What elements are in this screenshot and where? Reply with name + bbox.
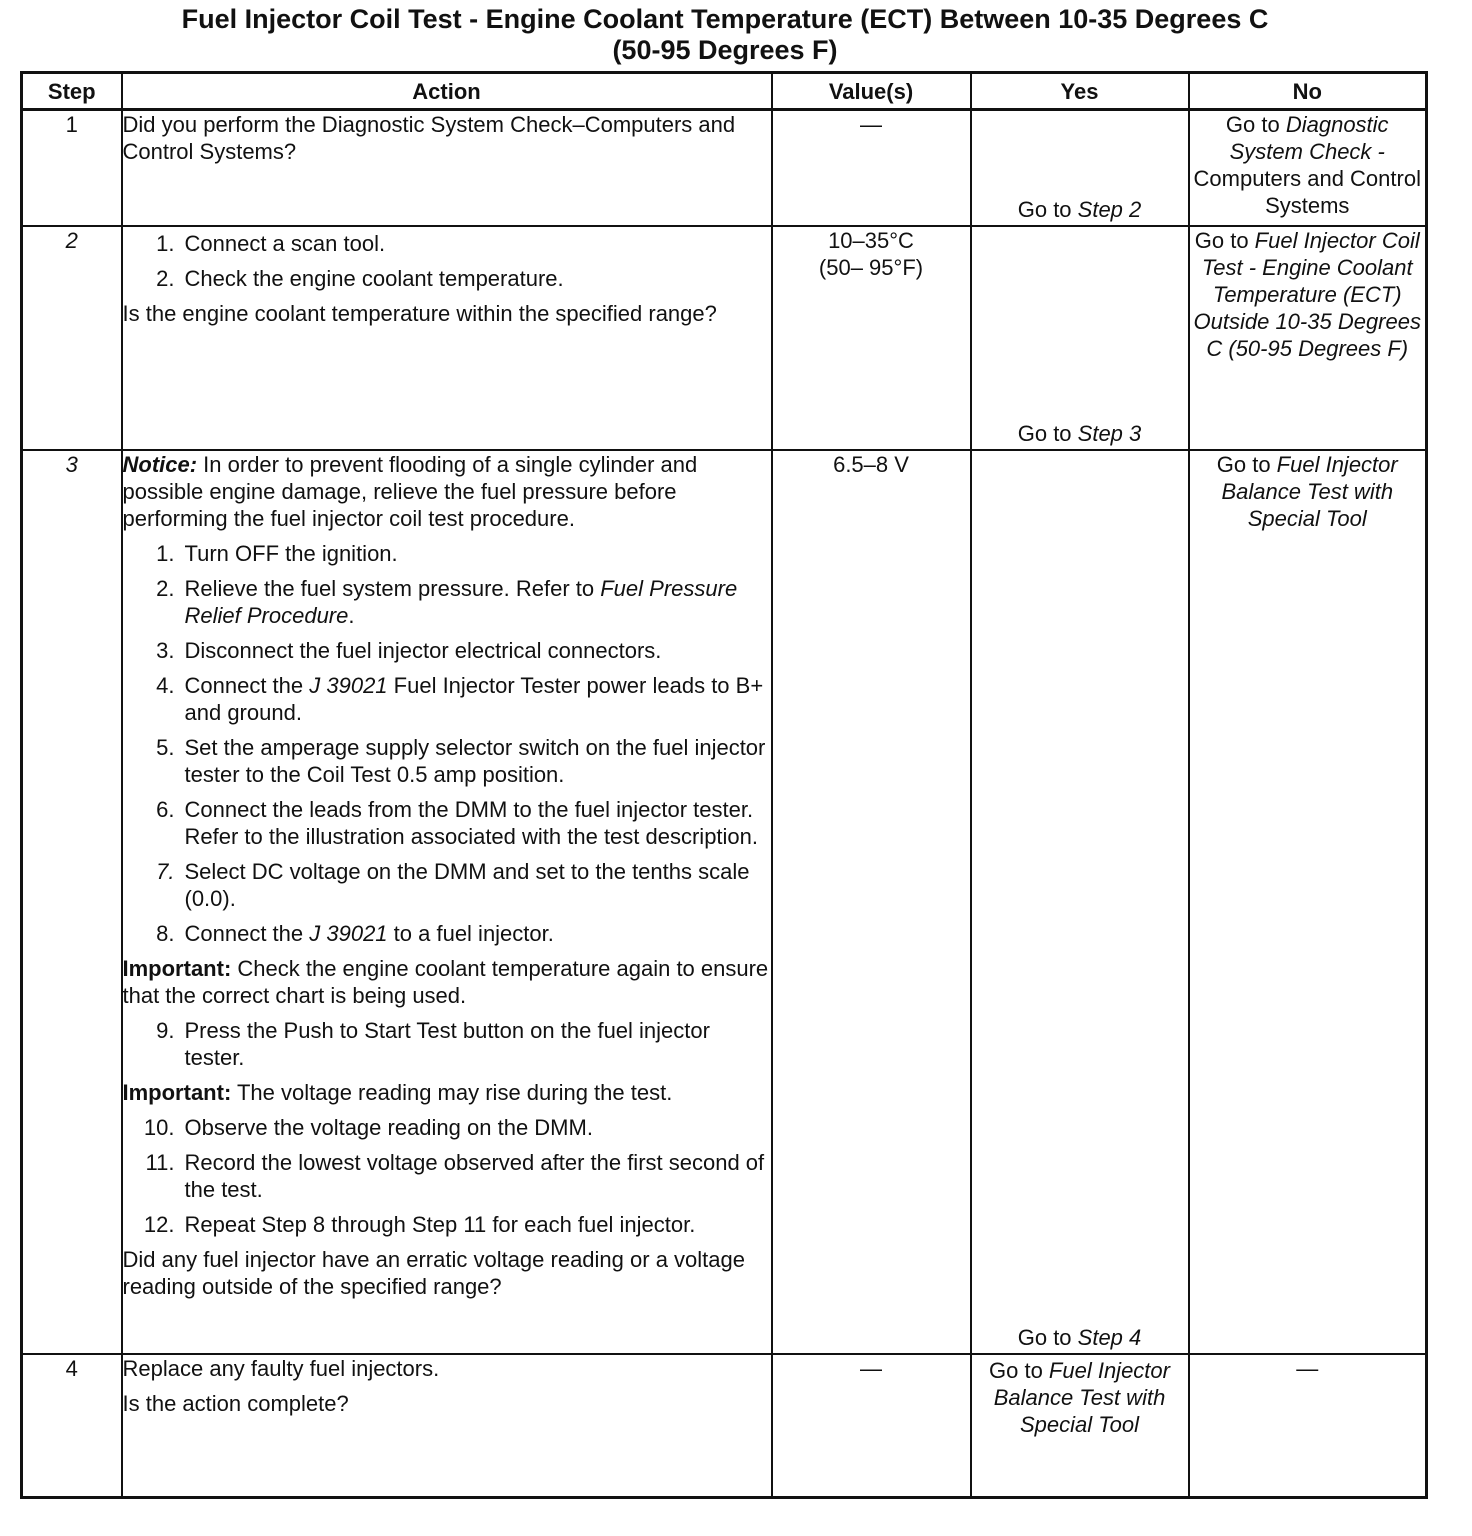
action-question: Did any fuel injector have an erratic voltage reading or a voltage reading outside of the specified range? — [122, 1247, 745, 1299]
title-line-2: (50-95 Degrees F) — [612, 35, 838, 65]
goto-suffix: Computers and Control Systems — [1193, 166, 1421, 218]
notice-text: In order to prevent flooding of a single cylinder and possible engine damage, relieve the fuel pressure before performing the fuel injector coil test procedure. — [122, 452, 698, 531]
goto-balance-test-link[interactable]: Fuel Injector Balance Test with Special Tool — [1221, 452, 1398, 531]
goto-prefix: Go to — [1017, 197, 1078, 222]
goto-prefix: Go to — [1017, 421, 1078, 446]
goto-prefix: Go to — [1017, 1325, 1078, 1350]
yes-goto — [972, 1355, 1188, 1438]
item-number: 4. — [156, 673, 175, 698]
value-celsius: 10–35°C — [828, 228, 914, 253]
yes-cell — [971, 110, 1189, 227]
important-text: The voltage reading may rise during the test. — [231, 1080, 673, 1105]
action-question: Did you perform the Diagnostic System Check–Computers and Control Systems? — [122, 112, 736, 164]
item-text — [185, 672, 771, 726]
yes-goto — [972, 420, 1188, 447]
procedure-list — [123, 1017, 771, 1071]
yes-cell — [971, 1354, 1189, 1498]
page-title — [20, 4, 1430, 66]
item-text: Connect the leads from the DMM to the fuel injector tester. Refer to the illustration associated with the test description. — [184, 797, 759, 849]
table-header-row — [22, 73, 1427, 110]
action-question: Is the action complete? — [122, 1391, 349, 1416]
action-cell — [122, 110, 772, 227]
list-item — [123, 540, 771, 567]
item-number: 2. — [156, 576, 175, 601]
notice-paragraph — [123, 451, 771, 532]
item-number: 6. — [156, 797, 175, 822]
list-item — [123, 1211, 771, 1238]
list-item — [123, 1017, 771, 1071]
list-item — [123, 230, 771, 257]
goto-prefix: Go to — [989, 1358, 1049, 1383]
notice-label: Notice: — [122, 452, 198, 477]
title-line-1: Fuel Injector Coil Test - Engine Coolant Temperature (ECT) Between 10-35 Degrees C — [181, 4, 1269, 34]
step-number: 4 — [22, 1354, 122, 1498]
item-text: Disconnect the fuel injector electrical connectors. — [184, 638, 662, 663]
diagnostic-table — [20, 71, 1428, 1499]
item-number: 1. — [156, 541, 175, 566]
list-item — [123, 637, 771, 664]
list-item — [123, 858, 771, 912]
list-item — [123, 1114, 771, 1141]
item-text-part: Fuel Injector Tester power leads to B+ and ground. — [184, 673, 764, 725]
table-row-step-4 — [22, 1354, 1427, 1498]
list-item — [123, 1149, 771, 1203]
item-text: Set the amperage supply selector switch on the fuel injector tester to the Coil Test 0.5 amp position. — [184, 735, 766, 787]
item-text-part: Connect the — [184, 921, 310, 946]
item-number: 2. — [156, 266, 175, 291]
action-cell — [122, 226, 772, 450]
important-label: Important: — [122, 956, 232, 981]
item-text: Select DC voltage on the DMM and set to the tenths scale (0.0). — [184, 859, 750, 911]
value-cell: 6.5–8 V — [772, 450, 971, 1354]
item-text — [185, 575, 771, 629]
item-number: 5. — [156, 735, 175, 760]
goto-step-4-link[interactable]: Step 4 — [1077, 1325, 1142, 1350]
important-label: Important: — [122, 1080, 232, 1105]
item-number: 3. — [156, 638, 175, 663]
item-number: 1. — [156, 231, 175, 256]
item-text: Repeat Step 8 through Step 11 for each fuel injector. — [184, 1212, 696, 1237]
list-item — [123, 265, 771, 292]
item-number: 11. — [145, 1150, 175, 1175]
item-text-part: Connect the — [184, 673, 310, 698]
value-fahrenheit: (50– 95°F) — [818, 255, 924, 280]
goto-balance-test-link[interactable]: Fuel Injector Balance Test with Special Tool — [993, 1358, 1170, 1437]
item-number: 8. — [156, 921, 175, 946]
value-cell: — — [772, 1354, 971, 1498]
list-item — [123, 734, 771, 788]
item-number: 7. — [156, 859, 175, 884]
important-text: Check the engine coolant temperature again to ensure that the correct chart is being used. — [122, 956, 769, 1008]
header-step: Step — [22, 73, 122, 110]
table-row-step-1 — [22, 110, 1427, 227]
no-cell — [1189, 226, 1427, 450]
item-text: Check the engine coolant temperature. — [184, 266, 564, 291]
value-cell: — — [772, 110, 971, 227]
tool-reference: J 39021 — [309, 673, 388, 698]
procedure-list — [123, 540, 771, 947]
item-number: 10. — [143, 1115, 175, 1140]
goto-prefix: Go to — [1216, 452, 1277, 477]
item-text-part: . — [348, 603, 355, 628]
yes-cell — [971, 450, 1189, 1354]
value-cell — [772, 226, 971, 450]
list-item — [123, 672, 771, 726]
table-row-step-2 — [22, 226, 1427, 450]
goto-prefix: Go to — [1194, 228, 1255, 253]
action-question: Is the engine coolant temperature within the specified range? — [122, 301, 717, 326]
step-number: 3 — [22, 450, 122, 1354]
action-cell — [122, 1354, 772, 1498]
procedure-list — [123, 1114, 771, 1238]
no-cell: — — [1189, 1354, 1427, 1498]
table-row-step-3 — [22, 450, 1427, 1354]
tool-reference: J 39021 — [309, 921, 388, 946]
goto-prefix: Go to — [1225, 112, 1286, 137]
goto-step-3-link[interactable]: Step 3 — [1077, 421, 1142, 446]
header-action: Action — [122, 73, 772, 110]
item-text: Observe the voltage reading on the DMM. — [184, 1115, 593, 1140]
item-number: 12. — [143, 1212, 175, 1237]
action-text: Replace any faulty fuel injectors. — [122, 1356, 440, 1381]
item-text: Connect a scan tool. — [184, 231, 386, 256]
action-cell — [122, 450, 772, 1354]
no-cell — [1189, 450, 1427, 1354]
yes-goto — [972, 196, 1188, 223]
item-text: Record the lowest voltage observed after the first second of the test. — [184, 1150, 765, 1202]
goto-diagnostic-system-check-link[interactable]: Diagnostic System Check - — [1229, 112, 1389, 164]
header-values: Value(s) — [772, 73, 971, 110]
item-text-part: to a fuel injector. — [387, 921, 554, 946]
list-item — [123, 575, 771, 629]
item-text-part: Relieve the fuel system pressure. Refer to — [184, 576, 601, 601]
step-number: 1 — [22, 110, 122, 227]
item-text — [185, 920, 771, 947]
yes-cell — [971, 226, 1189, 450]
item-text: Turn OFF the ignition. — [184, 541, 398, 566]
item-number: 9. — [156, 1018, 175, 1043]
no-cell — [1189, 110, 1427, 227]
list-item — [123, 796, 771, 850]
fuel-pressure-relief-link[interactable]: Fuel Pressure Relief Procedure — [184, 576, 738, 628]
goto-step-2-link[interactable]: Step 2 — [1077, 197, 1142, 222]
important-paragraph — [123, 955, 771, 1009]
item-text: Press the Push to Start Test button on the fuel injector tester. — [184, 1018, 710, 1070]
header-yes: Yes — [971, 73, 1189, 110]
procedure-list — [123, 230, 771, 292]
step-number: 2 — [22, 226, 122, 450]
goto-ect-outside-range-link[interactable]: Fuel Injector Coil Test - Engine Coolant Temperature (ECT) Outside 10-35 Degrees C (50-95 Degrees F) — [1193, 228, 1421, 361]
yes-goto — [972, 1324, 1188, 1351]
header-no: No — [1189, 73, 1427, 110]
important-paragraph — [123, 1079, 771, 1106]
list-item — [123, 920, 771, 947]
